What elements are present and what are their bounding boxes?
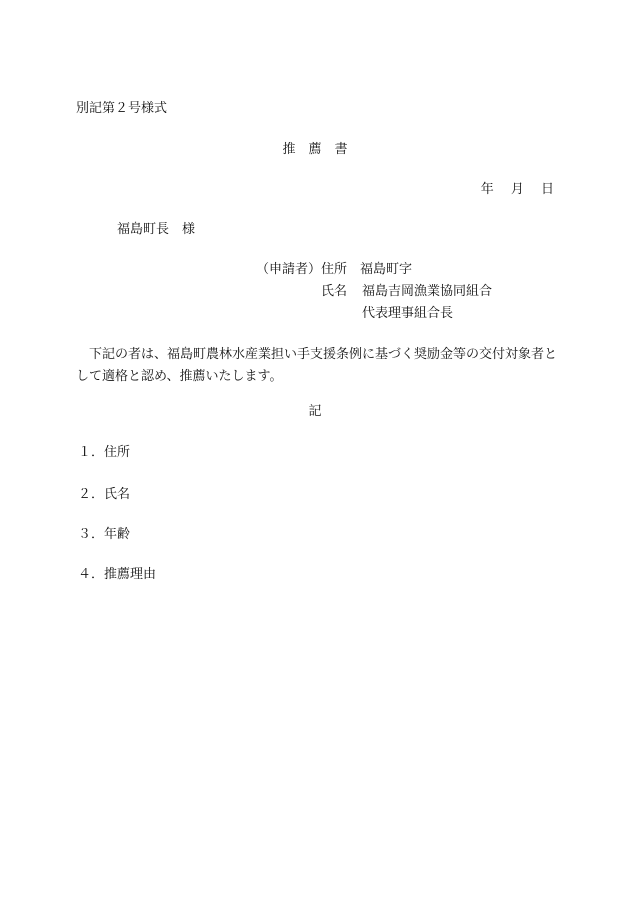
applicant-address-row (256, 261, 412, 279)
ki-heading: 記 (308, 404, 322, 419)
list-item (78, 566, 156, 584)
representative-title: 代表理事組合長 (362, 306, 454, 321)
item-label: 住所 (104, 445, 131, 460)
list-item (78, 444, 130, 462)
item-number: ４． (78, 567, 105, 582)
item-label: 氏名 (104, 487, 131, 502)
address-value: 福島町字 (360, 262, 413, 277)
applicant-role-label: （申請者） (256, 262, 322, 277)
item-label: 年齢 (104, 527, 131, 542)
address-label: 住所 (321, 262, 348, 277)
applicant-name-row (321, 283, 492, 301)
list-item (78, 486, 130, 504)
item-number: ３． (78, 527, 105, 542)
document-title: 推 薦 書 (282, 142, 348, 157)
body-text: 下記の者は、福島町農林水産業担い手支援条例に基づく奨励金等の交付対象者として適格と認め、推薦いたします。 (76, 347, 558, 384)
date-line: 年 月 日 (480, 182, 554, 197)
body-paragraph (76, 344, 558, 388)
form-number: 別記第２号様式 (76, 101, 168, 116)
addressee: 福島町長 様 (117, 222, 196, 237)
item-label: 推薦理由 (104, 567, 157, 582)
name-value: 福島吉岡漁業協同組合 (362, 284, 493, 299)
item-number: １． (78, 445, 105, 460)
list-item (78, 526, 130, 544)
item-number: ２． (78, 487, 105, 502)
name-label: 氏名 (321, 284, 348, 299)
